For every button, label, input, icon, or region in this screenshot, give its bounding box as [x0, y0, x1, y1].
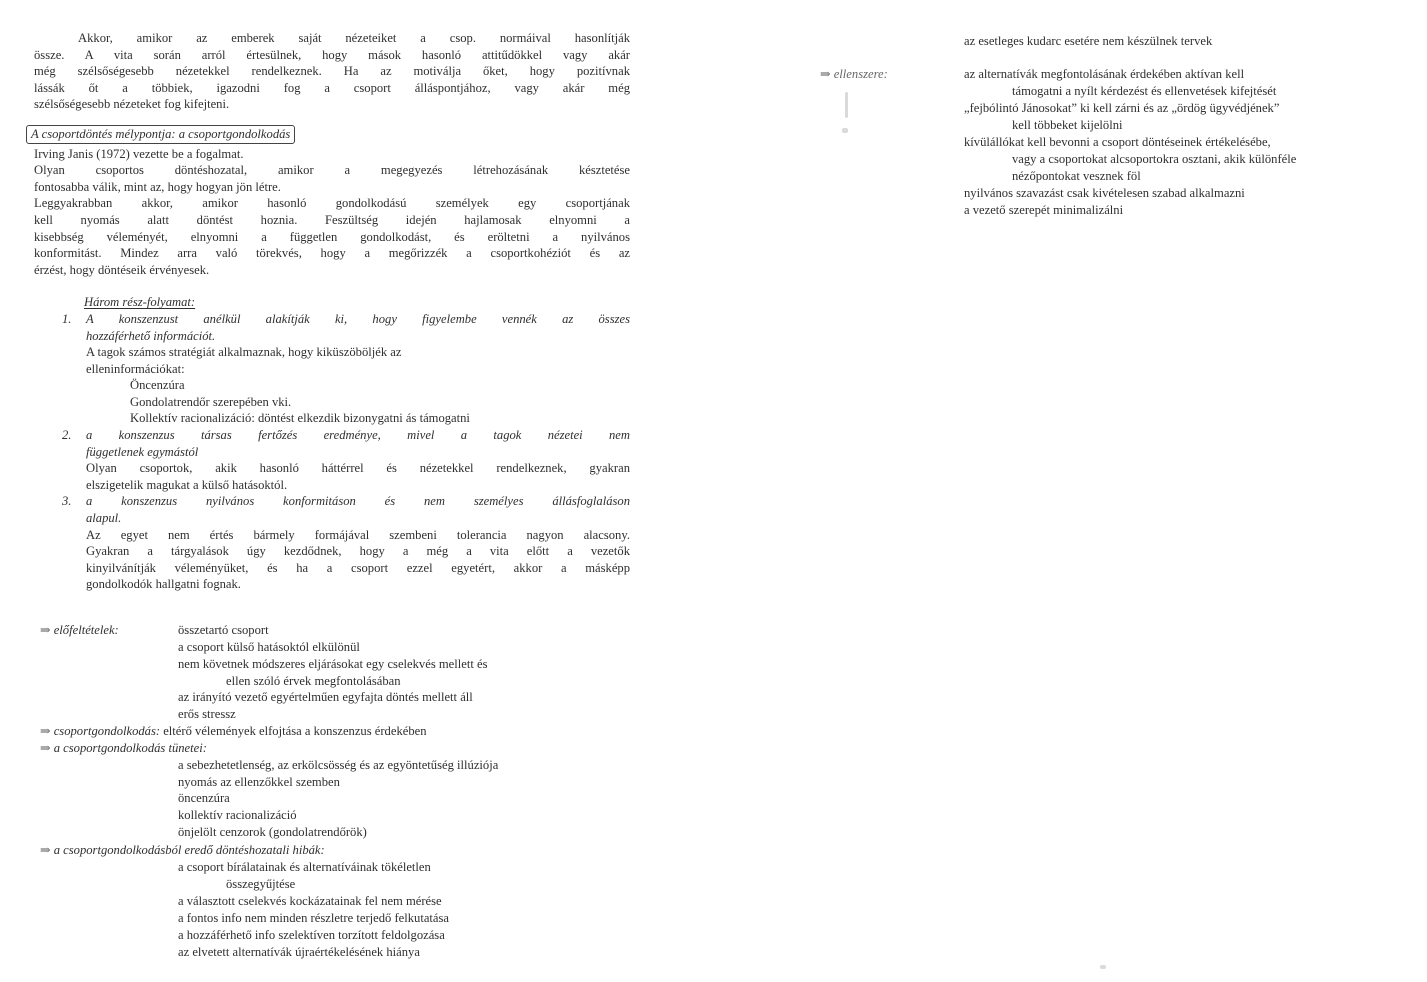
symptom-line: a sebezhetetlenség, az erkölcsösség és az egyöntetűség illúziója	[178, 758, 499, 772]
definition-line: konformitást. Mindez arra való törekvés, hogy a megőrizzék a csoportkohéziót és az	[34, 246, 630, 261]
countermeasures-label: ellenszere:	[833, 67, 888, 81]
item-number: 3.	[62, 494, 72, 509]
definition-line: Leggyakrabban akkor, amikor hasonló gondolkodású személyek egy csoportjának	[34, 196, 630, 211]
arrow-icon: ⇒	[40, 623, 51, 637]
countermeasure-line: a vezető szerepét minimalizálni	[964, 203, 1124, 217]
item-body-line: Olyan csoportok, akik hasonló háttérrel és nézetekkel rendelkeznek, gyakran	[86, 461, 630, 476]
subprocess-title-row	[34, 294, 630, 311]
item-heading-line: A konszenzust anélkül alakítják ki, hogy figyelembe vennék az összes	[86, 311, 630, 326]
section-heading	[31, 125, 630, 144]
item-heading-line: függetlenek egymástól	[86, 444, 199, 459]
groupthink-text: eltérő vélemények elfojtása a konszenzus érdekében	[163, 724, 427, 738]
error-line: a választott cselekvés kockázatainak fel nem mérése	[178, 894, 442, 908]
precondition-line: nem követnek módszeres eljárásokat egy cselekvés mellett és	[178, 657, 488, 671]
symptom-line: nyomás az ellenzőkkel szemben	[178, 775, 340, 789]
preconditions-label: előfeltételek:	[53, 623, 119, 637]
definition-line: Irving Janis (1972) vezette be a fogalmat.	[34, 146, 244, 161]
item-sub-line: Gondolatrendőr szerepében vki.	[130, 394, 292, 409]
subprocess-title: Három rész-folyamat:	[84, 295, 196, 310]
error-line: az elvetett alternatívák újraértékelésének hiánya	[178, 945, 420, 959]
intro-line: Akkor, amikor az emberek saját nézeteiket a csop. normáival hasonlítják	[78, 31, 630, 45]
intro-line: lássák őt a többiek, igazodni fog a csoport álláspontjához, vagy akár még	[34, 80, 630, 95]
item-number: 2.	[62, 428, 72, 443]
item-number: 1.	[62, 311, 72, 326]
symptom-line: önjelölt cenzorok (gondolatrendőrök)	[178, 825, 367, 839]
item-body-line: Gyakran a tárgyalások úgy kezdődnek, hogy a még a vita előtt a vezetők	[86, 544, 630, 559]
error-line: összegyűjtése	[226, 877, 296, 891]
arrow-icon: ⇒	[40, 724, 51, 738]
arrow-icon: ⇒	[40, 843, 51, 857]
arrow-icon: ⇒	[40, 741, 51, 755]
subprocess-item-1	[34, 311, 630, 427]
subprocess-item-2	[34, 427, 630, 493]
error-line: a csoport bírálatainak és alternatíváinak tökéletlen	[178, 860, 431, 874]
intro-line: még szélsőségesebb nézetekkel rendelkeznek. Ha az motiválja őket, hogy pozitívnak	[34, 64, 630, 79]
intro-line: szélsőségesebb nézeteket fog kifejteni.	[34, 97, 230, 112]
item-body-line: elleninformációkat:	[86, 361, 185, 376]
precondition-line: a csoport külső hatásoktól elkülönül	[178, 640, 360, 654]
countermeasure-line: nézőpontokat vesznek föl	[1012, 169, 1141, 183]
definition-line: érzést, hogy döntéseik érvényesek.	[34, 262, 210, 277]
item-sub-line: Kollektív racionalizáció: döntést elkezdik bizonygatni ás támogatni	[130, 411, 470, 426]
symptom-line: öncenzúra	[178, 791, 230, 805]
symptom-line: kollektív racionalizáció	[178, 808, 297, 822]
precondition-line: ellen szóló érvek megfontolásában	[226, 674, 401, 688]
item-sub-line: Öncenzúra	[130, 378, 185, 393]
countermeasure-line: vagy a csoportokat alcsoportokra osztani, akik különféle	[1012, 152, 1297, 166]
definition-line: fontosabba válik, mint az, hogy hogyan jön létre.	[34, 179, 281, 194]
countermeasure-line: nyilvános szavazást csak kivételesen szabad alkalmazni	[964, 186, 1245, 200]
intro-paragraph	[34, 30, 630, 113]
left-column	[31, 30, 630, 593]
countermeasure-line: támogatni a nyílt kérdezést és ellenvetések kifejtését	[1012, 84, 1277, 98]
section-title: A csoportdöntés mélypontja: a csoportgondolkodás	[26, 125, 295, 144]
definition-line: Olyan csoportos döntéshozatal, amikor a megegyezés létrehozásának késztetése	[34, 163, 630, 178]
precondition-line: erős stressz	[178, 707, 236, 721]
groupthink-label: csoportgondolkodás:	[53, 724, 161, 738]
arrow-icon: ⇒	[820, 67, 831, 81]
errors-label: a csoportgondolkodásból eredő döntéshozatali hibák:	[53, 843, 325, 857]
scan-artifact	[1100, 965, 1106, 969]
arrow-list-section	[40, 622, 640, 967]
precondition-line: az irányító vezető egyértelműen egyfajta döntés mellett áll	[178, 690, 473, 704]
groupthink-row	[40, 723, 427, 740]
item-body-line: A tagok számos stratégiát alkalmaznak, hogy kiküszöböljék az	[86, 345, 402, 360]
item-body-line: gondolkodók hallgatni fognak.	[86, 577, 241, 592]
symptoms-label: a csoportgondolkodás tünetei:	[53, 741, 207, 755]
item-body-line: kinyilvánítják véleményüket, és ha a csoport ezzel egyetért, akkor a másképp	[86, 560, 630, 575]
preconditions-label-row	[40, 622, 119, 639]
error-line: a fontos info nem minden részletre terjedő felkutatása	[178, 911, 450, 925]
right-top-line: az esetleges kudarc esetére nem készülnek tervek	[964, 34, 1213, 48]
countermeasure-line: „fejbólintó Jánosokat” ki kell zárni és az „ördög ügyvédjének”	[964, 101, 1280, 115]
item-heading-line: alapul.	[86, 511, 122, 526]
scan-artifact	[845, 92, 848, 118]
error-line: a hozzáférhető info szelektíven torzított feldolgozása	[178, 928, 445, 942]
definition-line: kell nyomás alatt döntést hoznia. Feszültség idején hajlamosak elnyomni a	[34, 212, 630, 227]
subprocess-item-3	[34, 493, 630, 593]
intro-line: össze. A vita során arról értesülnek, hogy mások hasonló attitűdökkel vagy akár	[34, 47, 630, 62]
countermeasures-label-row	[820, 66, 888, 83]
countermeasure-line: az alternatívák megfontolásának érdekében aktívan kell	[964, 67, 1245, 81]
errors-label-row	[40, 842, 325, 859]
item-heading-line: a konszenzus társas fertőzés eredménye, mivel a tagok nézetei nem	[86, 428, 630, 443]
item-heading-line: hozzáférhető információt.	[86, 328, 216, 343]
scan-artifact	[842, 128, 848, 133]
item-body-line: Az egyet nem értés bármely formájával szembeni tolerancia nagyon alacsony.	[86, 527, 630, 542]
definition-paragraph	[34, 146, 630, 279]
countermeasure-line: kell többeket kijelölni	[1012, 118, 1123, 132]
right-column	[820, 33, 1420, 233]
definition-line: kisebbség véleményét, elnyomni a független gondolkodást, és eröltetni a nyilvános	[34, 229, 630, 244]
precondition-line: összetartó csoport	[178, 623, 269, 637]
item-body-line: elszigetelik magukat a külső hatásoktól.	[86, 477, 288, 492]
symptoms-label-row	[40, 740, 207, 757]
item-heading-line: a konszenzus nyilvános konformitáson és nem személyes állásfoglaláson	[86, 494, 630, 509]
countermeasure-line: kívülállókat kell bevonni a csoport döntéseinek értékelésébe,	[964, 135, 1271, 149]
